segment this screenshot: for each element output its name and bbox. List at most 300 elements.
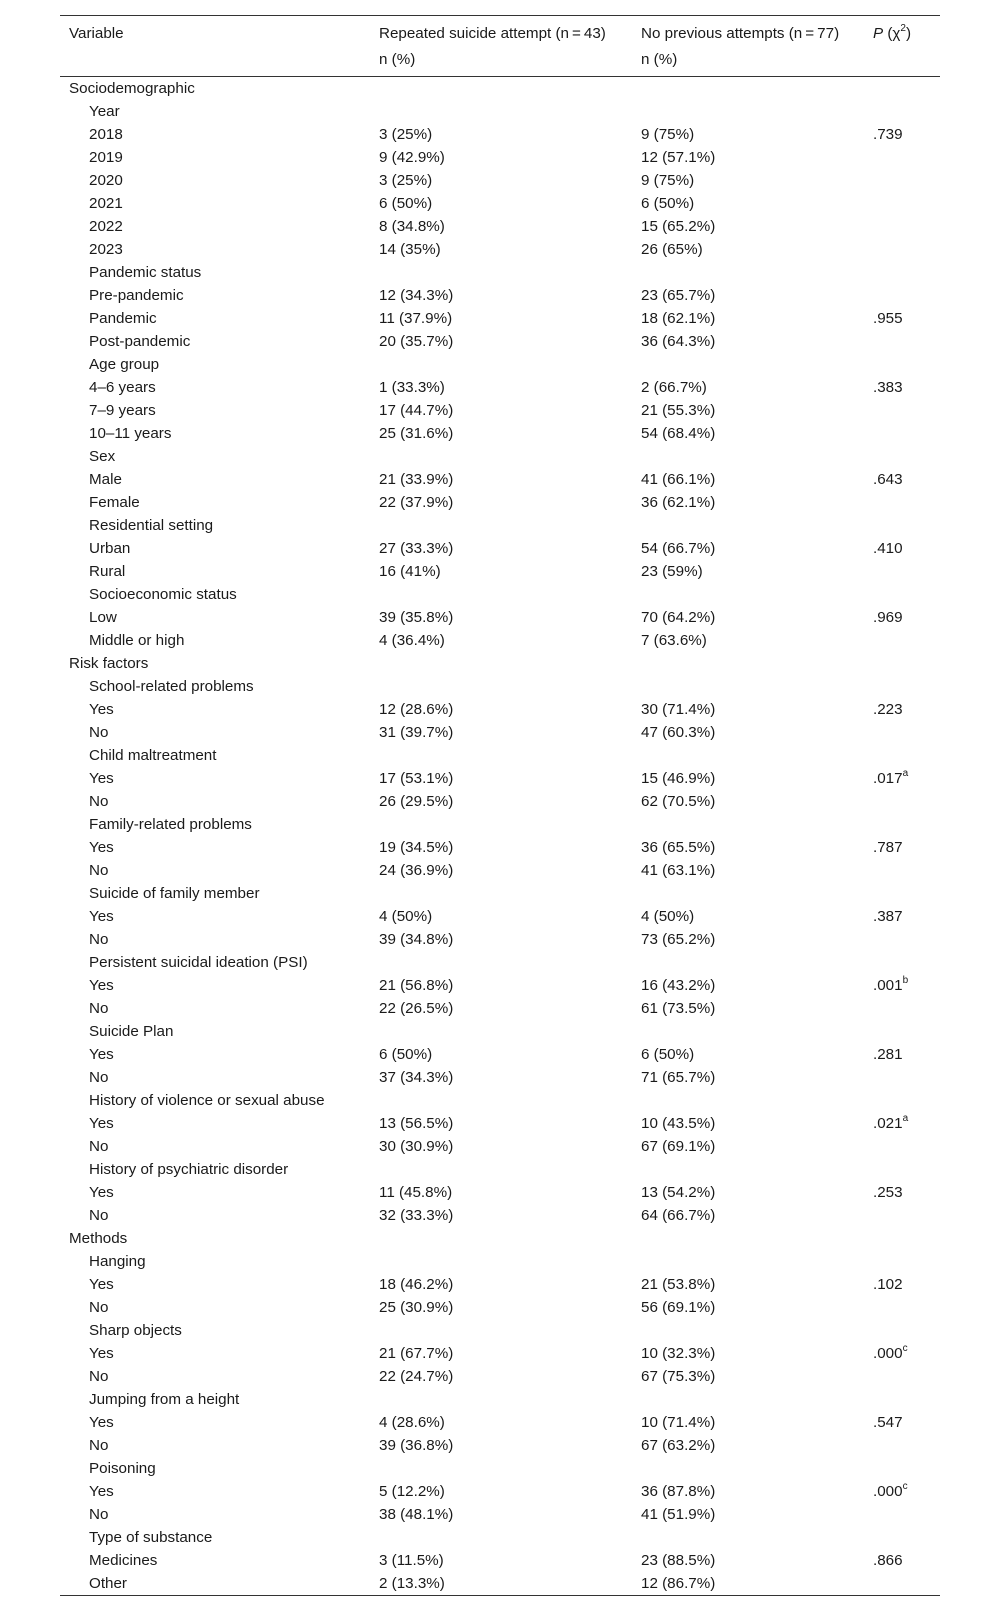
p-value: .410 — [873, 540, 903, 557]
p-value-cell — [864, 721, 940, 744]
no-previous-value: 10 (71.4%) — [641, 1414, 716, 1431]
no-previous-value: 21 (53.8%) — [641, 1276, 716, 1293]
empty-cell — [864, 445, 940, 468]
no-previous-value: 6 (50%) — [641, 195, 695, 212]
no-previous-value: 62 (70.5%) — [641, 793, 716, 810]
no-previous-value: 36 (87.8%) — [641, 1483, 716, 1500]
no-previous-value: 70 (64.2%) — [641, 609, 716, 626]
repeated-value: 6 (50%) — [379, 195, 433, 212]
row-label: No — [89, 931, 109, 948]
empty-cell — [632, 1457, 864, 1480]
group-row — [60, 813, 940, 836]
empty-cell — [632, 744, 864, 767]
p-value-cell — [864, 606, 940, 629]
no-previous-value: 21 (55.3%) — [641, 402, 716, 419]
no-previous-value: 12 (57.1%) — [641, 149, 716, 166]
no-previous-value: 10 (43.5%) — [641, 1115, 716, 1132]
table-row — [60, 1135, 940, 1158]
p-value-cell — [864, 698, 940, 721]
empty-cell — [632, 882, 864, 905]
no-previous-value: 9 (75%) — [641, 172, 695, 189]
empty-cell — [370, 261, 632, 284]
p-footnote: b — [902, 974, 909, 986]
p-value-cell — [864, 1342, 940, 1365]
p-value-cell — [864, 1273, 940, 1296]
group-row — [60, 514, 940, 537]
no-previous-value: 12 (86.7%) — [632, 1572, 864, 1596]
repeated-value: 20 (35.7%) — [379, 333, 454, 350]
group-row — [60, 1250, 940, 1273]
repeated-value: 37 (34.3%) — [379, 1069, 454, 1086]
table-row — [60, 1365, 940, 1388]
table-row — [60, 698, 940, 721]
p-value-cell — [864, 123, 940, 146]
row-label: 4–6 years — [89, 379, 156, 396]
repeated-value: 26 (29.5%) — [379, 793, 454, 810]
group-label: History of psychiatric disorder — [89, 1161, 289, 1178]
no-previous-value: 47 (60.3%) — [641, 724, 716, 741]
no-previous-value: 9 (75%) — [641, 126, 695, 143]
group-row — [60, 675, 940, 698]
repeated-value: 6 (50%) — [379, 1046, 433, 1063]
p-value: .383 — [873, 379, 903, 396]
p-value: .739 — [873, 126, 903, 143]
repeated-value: 3 (11.5%) — [379, 1552, 444, 1569]
row-label: 2020 — [89, 172, 123, 189]
table-row — [60, 422, 940, 445]
repeated-value: 39 (34.8%) — [379, 931, 454, 948]
p-value: .547 — [873, 1414, 903, 1431]
p-value-cell — [864, 192, 940, 215]
no-previous-value: 26 (65%) — [641, 241, 703, 258]
no-previous-value: 16 (43.2%) — [641, 977, 716, 994]
table-row — [60, 1411, 940, 1434]
empty-cell — [864, 951, 940, 974]
empty-cell — [370, 445, 632, 468]
group-label: Child maltreatment — [89, 747, 217, 764]
empty-cell — [864, 652, 940, 675]
section-row — [60, 1227, 940, 1250]
no-previous-value: 4 (50%) — [641, 908, 695, 925]
empty-cell — [632, 514, 864, 537]
group-row — [60, 1089, 940, 1112]
table-row — [60, 790, 940, 813]
header-repeated: Repeated suicide attempt (n = 43) — [370, 16, 632, 47]
table-row — [60, 928, 940, 951]
no-previous-value: 54 (68.4%) — [641, 425, 716, 442]
p-value-cell — [864, 1434, 940, 1457]
no-previous-value: 54 (66.7%) — [641, 540, 716, 557]
no-previous-value: 23 (59%) — [641, 563, 703, 580]
table-body — [60, 77, 940, 1596]
empty-cell — [864, 100, 940, 123]
p-value-cell — [864, 1135, 940, 1158]
table-row — [60, 1480, 940, 1503]
row-label: Yes — [89, 1046, 114, 1063]
row-label: Yes — [89, 977, 114, 994]
empty-cell — [864, 813, 940, 836]
no-previous-value: 67 (63.2%) — [641, 1437, 716, 1454]
empty-cell — [632, 1227, 864, 1250]
p-value-cell — [864, 537, 940, 560]
p-value-cell — [864, 1296, 940, 1319]
no-previous-value: 23 (88.5%) — [641, 1552, 716, 1569]
empty-cell — [864, 1158, 940, 1181]
repeated-value: 9 (42.9%) — [379, 149, 445, 166]
empty-cell — [632, 261, 864, 284]
p-value: .223 — [873, 701, 903, 718]
p-footnote: a — [902, 767, 909, 779]
group-label: Type of substance — [89, 1529, 213, 1546]
group-row — [60, 1526, 940, 1549]
row-label: Yes — [89, 701, 114, 718]
repeated-value: 5 (12.2%) — [379, 1483, 445, 1500]
p-value: .969 — [873, 609, 903, 626]
table-row — [60, 1342, 940, 1365]
table-row — [60, 1572, 940, 1596]
p-footnote: c — [902, 1342, 908, 1354]
row-label: No — [89, 1000, 109, 1017]
p-value: .102 — [873, 1276, 903, 1293]
repeated-value: 12 (28.6%) — [379, 701, 454, 718]
empty-cell — [632, 77, 864, 101]
no-previous-value: 64 (66.7%) — [641, 1207, 716, 1224]
group-label: Residential setting — [89, 517, 214, 534]
repeated-value: 8 (34.8%) — [379, 218, 445, 235]
no-previous-value: 30 (71.4%) — [641, 701, 716, 718]
table-row — [60, 606, 940, 629]
row-label: No — [89, 1506, 109, 1523]
repeated-value: 22 (24.7%) — [379, 1368, 454, 1385]
p-value-cell — [864, 1204, 940, 1227]
empty-cell — [632, 1319, 864, 1342]
subheader-repeated: n (%) — [370, 46, 632, 77]
table-row — [60, 1112, 940, 1135]
table-row — [60, 1549, 940, 1572]
section-row — [60, 652, 940, 675]
empty-cell — [864, 1250, 940, 1273]
group-row — [60, 744, 940, 767]
empty-cell — [632, 1158, 864, 1181]
table-row — [60, 192, 940, 215]
p-value-cell — [864, 169, 940, 192]
repeated-value: 12 (34.3%) — [379, 287, 454, 304]
empty-cell — [370, 951, 632, 974]
p-value-cell — [864, 629, 940, 652]
group-label: Age group — [89, 356, 160, 373]
group-row — [60, 1020, 940, 1043]
p-value-cell — [864, 859, 940, 882]
table-row — [60, 330, 940, 353]
subheader-empty — [60, 46, 370, 77]
p-footnote: c — [902, 1480, 908, 1492]
table-row — [60, 836, 940, 859]
table-row — [60, 146, 940, 169]
no-previous-value: 41 (63.1%) — [641, 862, 716, 879]
header-p-sup: 2 — [900, 22, 906, 34]
empty-cell — [864, 1526, 940, 1549]
row-label: Medicines — [89, 1552, 158, 1569]
row-label: Yes — [89, 1345, 114, 1362]
p-value-cell — [864, 1181, 940, 1204]
p-value-cell — [864, 560, 940, 583]
group-row — [60, 1319, 940, 1342]
empty-cell — [632, 445, 864, 468]
no-previous-value: 13 (54.2%) — [641, 1184, 716, 1201]
empty-cell — [370, 882, 632, 905]
empty-cell — [370, 675, 632, 698]
empty-cell — [370, 353, 632, 376]
table-row — [60, 215, 940, 238]
repeated-value: 14 (35%) — [379, 241, 441, 258]
table-row — [60, 767, 940, 790]
p-value: .387 — [873, 908, 903, 925]
group-row — [60, 445, 940, 468]
table-row — [60, 974, 940, 997]
p-value: .787 — [873, 839, 903, 856]
p-value: .021 — [873, 1115, 903, 1132]
repeated-value: 38 (48.1%) — [379, 1506, 454, 1523]
empty-cell — [370, 514, 632, 537]
header-p-value — [864, 16, 940, 47]
row-label: Middle or high — [89, 632, 185, 649]
p-value-cell — [864, 790, 940, 813]
no-previous-value: 56 (69.1%) — [641, 1299, 716, 1316]
no-previous-value: 61 (73.5%) — [641, 1000, 716, 1017]
empty-cell — [864, 1089, 940, 1112]
p-value: .955 — [873, 310, 903, 327]
empty-cell — [864, 882, 940, 905]
empty-cell — [864, 77, 940, 101]
row-label: Pre-pandemic — [89, 287, 184, 304]
repeated-value: 2 (13.3%) — [370, 1572, 632, 1596]
table-row — [60, 859, 940, 882]
row-label: 2022 — [89, 218, 123, 235]
row-label: Female — [89, 494, 140, 511]
table-row — [60, 123, 940, 146]
empty-cell — [632, 100, 864, 123]
p-value-cell — [864, 1503, 940, 1526]
empty-cell — [864, 353, 940, 376]
repeated-value: 21 (33.9%) — [379, 471, 454, 488]
no-previous-value: 15 (65.2%) — [641, 218, 716, 235]
no-previous-value: 41 (51.9%) — [641, 1506, 716, 1523]
group-label: Suicide Plan — [89, 1023, 174, 1040]
table-row — [60, 1181, 940, 1204]
p-value-cell — [864, 1043, 940, 1066]
group-row — [60, 353, 940, 376]
p-value-cell — [864, 1480, 940, 1503]
empty-cell — [370, 1020, 632, 1043]
row-label: Urban — [89, 540, 131, 557]
repeated-value: 4 (36.4%) — [379, 632, 445, 649]
p-value: .281 — [873, 1046, 903, 1063]
section-label: Methods — [69, 1230, 128, 1247]
repeated-value: 32 (33.3%) — [379, 1207, 454, 1224]
empty-cell — [632, 675, 864, 698]
empty-cell — [370, 652, 632, 675]
row-label: No — [89, 1069, 109, 1086]
p-footnote: a — [902, 1112, 909, 1124]
section-row — [60, 77, 940, 101]
p-value-cell — [864, 905, 940, 928]
row-label: No — [89, 862, 109, 879]
row-label: 2021 — [89, 195, 123, 212]
empty-cell — [370, 1526, 632, 1549]
p-value-cell — [864, 997, 940, 1020]
repeated-value: 3 (25%) — [379, 172, 433, 189]
empty-cell — [864, 261, 940, 284]
row-label: No — [89, 1368, 109, 1385]
repeated-value: 3 (25%) — [379, 126, 433, 143]
p-value-cell — [864, 215, 940, 238]
no-previous-value: 67 (69.1%) — [641, 1138, 716, 1155]
empty-cell — [864, 583, 940, 606]
empty-cell — [370, 1250, 632, 1273]
empty-cell — [370, 1319, 632, 1342]
p-value-cell — [864, 767, 940, 790]
no-previous-value: 2 (66.7%) — [641, 379, 707, 396]
p-value-cell — [864, 307, 940, 330]
empty-cell — [632, 652, 864, 675]
empty-cell — [864, 675, 940, 698]
row-label: No — [89, 724, 109, 741]
p-value: .017 — [873, 770, 903, 787]
repeated-value: 27 (33.3%) — [379, 540, 454, 557]
no-previous-value: 41 (66.1%) — [641, 471, 716, 488]
row-label: No — [89, 1138, 109, 1155]
table-row — [60, 1273, 940, 1296]
group-label: Persistent suicidal ideation (PSI) — [89, 954, 308, 971]
repeated-value: 1 (33.3%) — [379, 379, 445, 396]
p-value: .643 — [873, 471, 903, 488]
row-label: 7–9 years — [89, 402, 156, 419]
row-label: Rural — [89, 563, 126, 580]
table-row — [60, 1296, 940, 1319]
p-value-cell — [864, 1066, 940, 1089]
group-label: Family-related problems — [89, 816, 252, 833]
repeated-value: 21 (67.7%) — [379, 1345, 454, 1362]
p-value-cell — [864, 284, 940, 307]
repeated-value: 4 (28.6%) — [379, 1414, 445, 1431]
p-value-cell — [864, 1549, 940, 1572]
p-value-cell — [864, 399, 940, 422]
group-label: School-related problems — [89, 678, 254, 695]
repeated-value: 21 (56.8%) — [379, 977, 454, 994]
group-row — [60, 261, 940, 284]
subheader-row — [60, 46, 940, 77]
row-label: Yes — [89, 1414, 114, 1431]
row-label: No — [89, 793, 109, 810]
group-label: Pandemic status — [89, 264, 202, 281]
data-table — [60, 15, 940, 1596]
repeated-value: 11 (37.9%) — [379, 310, 453, 327]
table-row — [60, 905, 940, 928]
group-row — [60, 882, 940, 905]
table-row — [60, 238, 940, 261]
header-p-chi: (χ — [883, 25, 901, 42]
empty-cell — [370, 100, 632, 123]
empty-cell — [370, 77, 632, 101]
row-label: No — [89, 1299, 109, 1316]
repeated-value: 22 (37.9%) — [379, 494, 454, 511]
p-value-cell — [864, 376, 940, 399]
empty-cell — [864, 1319, 940, 1342]
header-row — [60, 16, 940, 47]
table-row — [60, 537, 940, 560]
row-label: Yes — [89, 839, 114, 856]
p-value-cell — [864, 836, 940, 859]
section-label: Risk factors — [69, 655, 149, 672]
empty-cell — [632, 583, 864, 606]
table-row — [60, 560, 940, 583]
table-container — [60, 15, 940, 1596]
no-previous-value: 73 (65.2%) — [641, 931, 716, 948]
header-p-close: ) — [905, 25, 912, 42]
p-value: .253 — [873, 1184, 903, 1201]
group-label: Hanging — [89, 1253, 146, 1270]
repeated-value: 25 (30.9%) — [379, 1299, 454, 1316]
group-row — [60, 1158, 940, 1181]
repeated-value: 13 (56.5%) — [379, 1115, 454, 1132]
row-label: Yes — [89, 1276, 114, 1293]
no-previous-value: 7 (63.6%) — [641, 632, 707, 649]
row-label: Yes — [89, 908, 114, 925]
row-label: Other — [60, 1572, 370, 1596]
no-previous-value: 67 (75.3%) — [641, 1368, 716, 1385]
no-previous-value: 71 (65.7%) — [641, 1069, 716, 1086]
table-row — [60, 284, 940, 307]
row-label: Low — [89, 609, 117, 626]
empty-cell — [864, 744, 940, 767]
empty-cell — [370, 813, 632, 836]
no-previous-value: 36 (64.3%) — [641, 333, 716, 350]
p-value-cell — [864, 146, 940, 169]
empty-cell — [864, 1457, 940, 1480]
row-label: No — [89, 1207, 109, 1224]
row-label: 10–11 years — [89, 425, 172, 442]
row-label: Pandemic — [89, 310, 157, 327]
group-label: History of violence or sexual abuse — [89, 1092, 325, 1109]
table-row — [60, 997, 940, 1020]
table-row — [60, 376, 940, 399]
p-value-cell — [864, 491, 940, 514]
group-label: Jumping from a height — [89, 1391, 240, 1408]
empty-cell — [864, 514, 940, 537]
table-row — [60, 307, 940, 330]
repeated-value: 11 (45.8%) — [379, 1184, 453, 1201]
no-previous-value: 36 (62.1%) — [641, 494, 716, 511]
group-label: Suicide of family member — [89, 885, 260, 902]
empty-cell — [370, 1388, 632, 1411]
header-p-label: P — [873, 25, 884, 42]
empty-cell — [370, 583, 632, 606]
no-previous-value: 36 (65.5%) — [641, 839, 716, 856]
row-label: Yes — [89, 1483, 114, 1500]
empty-cell — [370, 1457, 632, 1480]
empty-cell — [864, 1227, 940, 1250]
p-value-cell — [864, 974, 940, 997]
header-variable: Variable — [60, 16, 370, 47]
p-value: .000 — [873, 1345, 903, 1362]
subheader-no-previous: n (%) — [632, 46, 864, 77]
subheader-p-empty — [864, 46, 940, 77]
row-label: No — [89, 1437, 109, 1454]
no-previous-value: 15 (46.9%) — [641, 770, 716, 787]
empty-cell — [632, 1020, 864, 1043]
p-value-cell — [864, 330, 940, 353]
table-row — [60, 629, 940, 652]
